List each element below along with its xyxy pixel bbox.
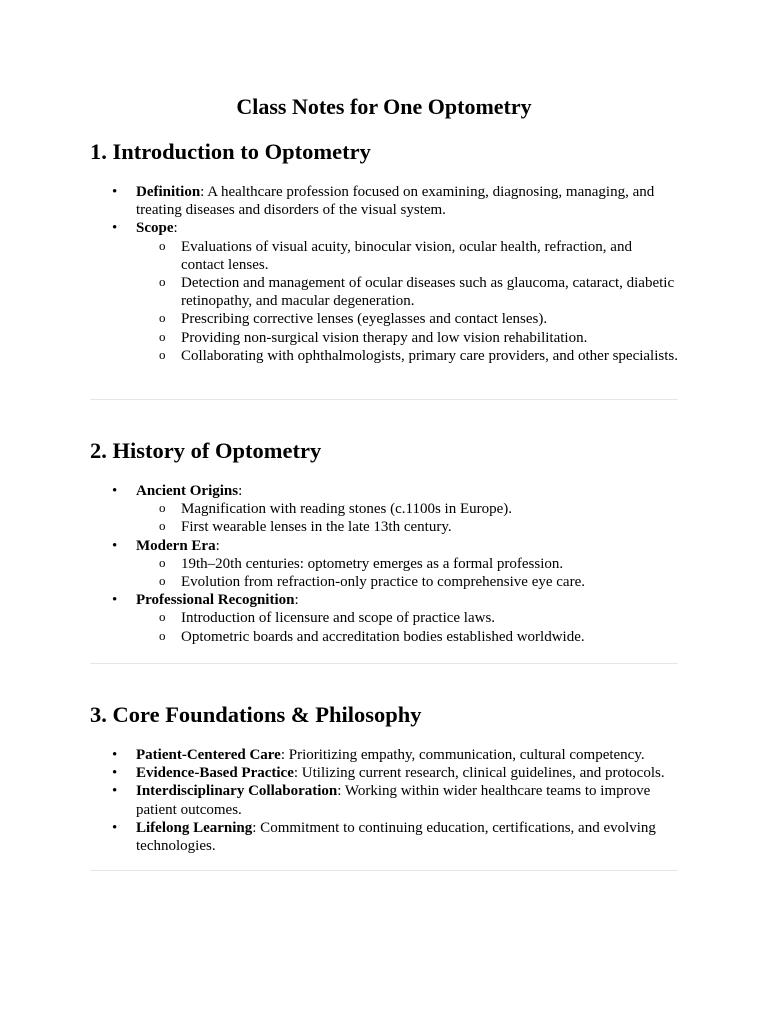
sub-list-item (136, 573, 678, 591)
item-label: Ancient Origins (136, 483, 239, 499)
section-history (90, 437, 678, 646)
bullet-icon: • (112, 483, 118, 499)
list-item (90, 591, 678, 646)
item-text: : (173, 220, 178, 237)
item-label: Interdisciplinary Collaboration (136, 783, 338, 800)
item-label: Definition (136, 184, 201, 200)
bullet-icon: • (112, 819, 118, 836)
item-text: : Commitment to continuing education, certifications, and evolving technologies. (136, 819, 656, 855)
list-item (90, 819, 678, 855)
bullet-icon: • (112, 783, 118, 800)
sub-bullet-icon: o (159, 627, 166, 643)
bullet-icon: • (112, 592, 118, 609)
sub-list-item (136, 628, 678, 646)
sub-list (136, 609, 678, 645)
sub-item-text: Providing non-surgical vision therapy and low vision rehabilitation. (181, 329, 588, 346)
list-item (90, 183, 678, 219)
item-label: Scope (136, 220, 174, 237)
section-introduction (90, 138, 678, 365)
sub-item-text: Collaborating with ophthalmologists, primary care providers, and other specialists. (181, 347, 678, 364)
section-heading: 1. Introduction to Optometry (90, 139, 371, 164)
sub-item-text: Prescribing corrective lenses (eyeglasses and contact lenses). (181, 311, 548, 328)
list-item (90, 746, 678, 764)
list-item (90, 537, 678, 592)
section-heading: 2. History of Optometry (90, 438, 322, 463)
item-text: : (215, 537, 220, 554)
item-label: Evidence-Based Practice (136, 765, 294, 782)
bullet-icon: • (112, 747, 118, 763)
sub-list-item (136, 329, 678, 347)
sub-bullet-icon: o (159, 500, 166, 516)
sub-bullet-icon: o (159, 274, 166, 290)
section-heading: 3. Core Foundations & Philosophy (90, 702, 422, 727)
section-divider (90, 399, 678, 400)
sub-list (136, 238, 678, 365)
list-item (90, 764, 678, 782)
bullet-icon: • (112, 184, 118, 200)
list-item (90, 219, 678, 365)
bullet-icon: • (112, 765, 118, 782)
sub-list (136, 555, 678, 591)
sub-list-item (136, 500, 678, 518)
bullet-list (90, 746, 678, 855)
sub-item-text: Optometric boards and accreditation bodies established worldwide. (181, 628, 585, 645)
sub-bullet-icon: o (159, 609, 166, 625)
sub-bullet-icon: o (159, 518, 166, 534)
item-text: : A healthcare profession focused on examining, diagnosing, managing, and treating diseases and disorders of the visual system. (136, 184, 655, 219)
sub-list-item (136, 518, 678, 536)
sub-list (136, 500, 678, 536)
sub-bullet-icon: o (159, 346, 166, 362)
item-label: Lifelong Learning (136, 819, 253, 836)
list-item (90, 782, 678, 818)
sub-item-text: 19th–20th centuries: optometry emerges as a formal profession. (181, 555, 564, 572)
sub-bullet-icon: o (159, 573, 166, 589)
sub-bullet-icon: o (159, 554, 166, 570)
item-label: Modern Era (136, 537, 216, 554)
item-text: : (294, 592, 299, 609)
section-divider (90, 663, 678, 664)
sub-item-text: Magnification with reading stones (c.1100s in Europe). (181, 501, 513, 518)
sub-list-item (136, 555, 678, 573)
item-text: : Utilizing current research, clinical guidelines, and protocols. (293, 765, 665, 782)
sub-bullet-icon: o (159, 237, 166, 253)
list-item (90, 482, 678, 537)
sub-list-item (136, 609, 678, 627)
sub-item-text: Detection and management of ocular diseases such as glaucoma, cataract, diabetic retinopathy, and macular degeneration. (181, 275, 675, 310)
sub-list-item (136, 347, 678, 365)
sub-list-item (136, 310, 678, 328)
sub-item-text: First wearable lenses in the late 13th century. (181, 519, 452, 536)
sub-bullet-icon: o (159, 328, 166, 344)
sub-item-text: Introduction of licensure and scope of practice laws. (181, 610, 496, 627)
sub-list-item (136, 238, 678, 274)
section-divider (90, 870, 678, 871)
document-title: Class Notes for One Optometry (236, 94, 532, 119)
bullet-list (90, 482, 678, 646)
sub-item-text: Evolution from refraction-only practice to comprehensive eye care. (181, 574, 585, 591)
sub-list-item (136, 274, 678, 310)
sub-bullet-icon: o (159, 310, 166, 326)
item-text: : Working within wider healthcare teams to improve patient outcomes. (136, 783, 651, 818)
item-text: : (238, 483, 243, 499)
bullet-icon: • (112, 537, 118, 554)
item-label: Professional Recognition (136, 592, 295, 609)
bullet-icon: • (112, 220, 118, 237)
sub-item-text: Evaluations of visual acuity, binocular vision, ocular health, refraction, and contact lenses. (181, 238, 632, 273)
item-text: : Prioritizing empathy, communication, cultural competency. (280, 747, 645, 763)
item-label: Patient-Centered Care (136, 747, 281, 763)
bullet-list (90, 183, 678, 365)
section-core-foundations (90, 701, 678, 855)
